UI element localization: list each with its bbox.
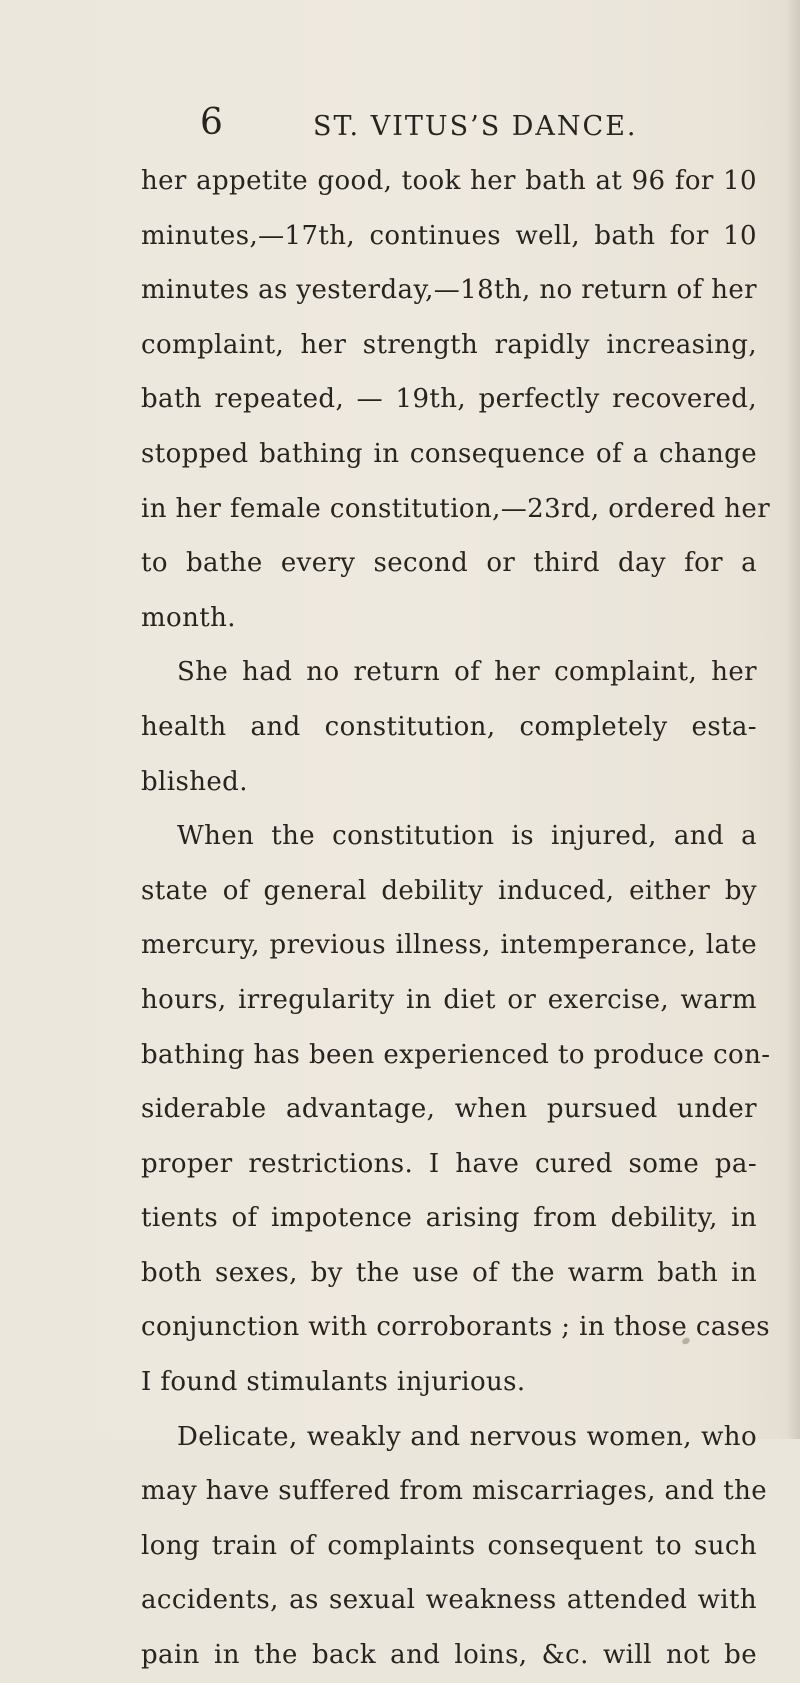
text-line: blished. <box>141 766 248 797</box>
text-line: bathing has been experienced to produce con- <box>141 1039 771 1070</box>
text-line: health and constitution, completely esta- <box>141 711 757 742</box>
text-line: tients of impotence arising from debility, in <box>141 1203 757 1234</box>
text-line: may have suffered from miscarriages, and the <box>141 1476 768 1507</box>
paragraph-start-line: When the constitution is injured, and a <box>177 821 757 852</box>
text-line: proper restrictions. I have cured some pa- <box>141 1148 757 1179</box>
text-line: conjunction with corroborants ; in those cases <box>141 1312 771 1343</box>
text-line: bath repeated, — 19th, perfectly recovered, <box>141 384 757 415</box>
page-edge-shadow <box>786 0 800 1439</box>
text-line: to bathe every second or third day for a <box>141 548 757 579</box>
text-line: accidents, as sexual weakness attended with <box>141 1585 757 1616</box>
text-line: siderable advantage, when pursued under <box>141 1094 757 1125</box>
paragraph-start-line: She had no return of her complaint, her <box>177 657 757 688</box>
paragraph-start-line: Delicate, weakly and nervous women, who <box>177 1421 757 1452</box>
text-line: minutes,—17th, continues well, bath for 10 <box>141 220 757 251</box>
text-line: stopped bathing in consequence of a change <box>141 438 757 469</box>
page-number: 6 <box>200 102 223 143</box>
text-line: complaint, her strength rapidly increasing, <box>141 329 757 360</box>
text-line: mercury, previous illness, intemperance, late <box>141 930 757 961</box>
text-line: long train of complaints consequent to such <box>141 1530 757 1561</box>
text-line: state of general debility induced, either by <box>141 875 757 906</box>
text-line: minutes as yesterday,—18th, no return of her <box>141 275 757 306</box>
text-line: pain in the back and loins, &c. will not be <box>141 1640 757 1671</box>
text-line: her appetite good, took her bath at 96 for 10 <box>141 166 757 196</box>
text-line: month. <box>141 602 236 633</box>
page-header <box>200 98 760 148</box>
text-line: hours, irregularity in diet or exercise, warm <box>141 984 757 1015</box>
running-head: ST. VITUS’S DANCE. <box>313 111 638 142</box>
text-line: I found stimulants injurious. <box>141 1367 526 1398</box>
text-line: both sexes, by the use of the warm bath in <box>141 1257 757 1288</box>
text-line: in her female constitution,—23rd, ordered her <box>141 493 771 524</box>
body-text <box>141 154 771 1683</box>
